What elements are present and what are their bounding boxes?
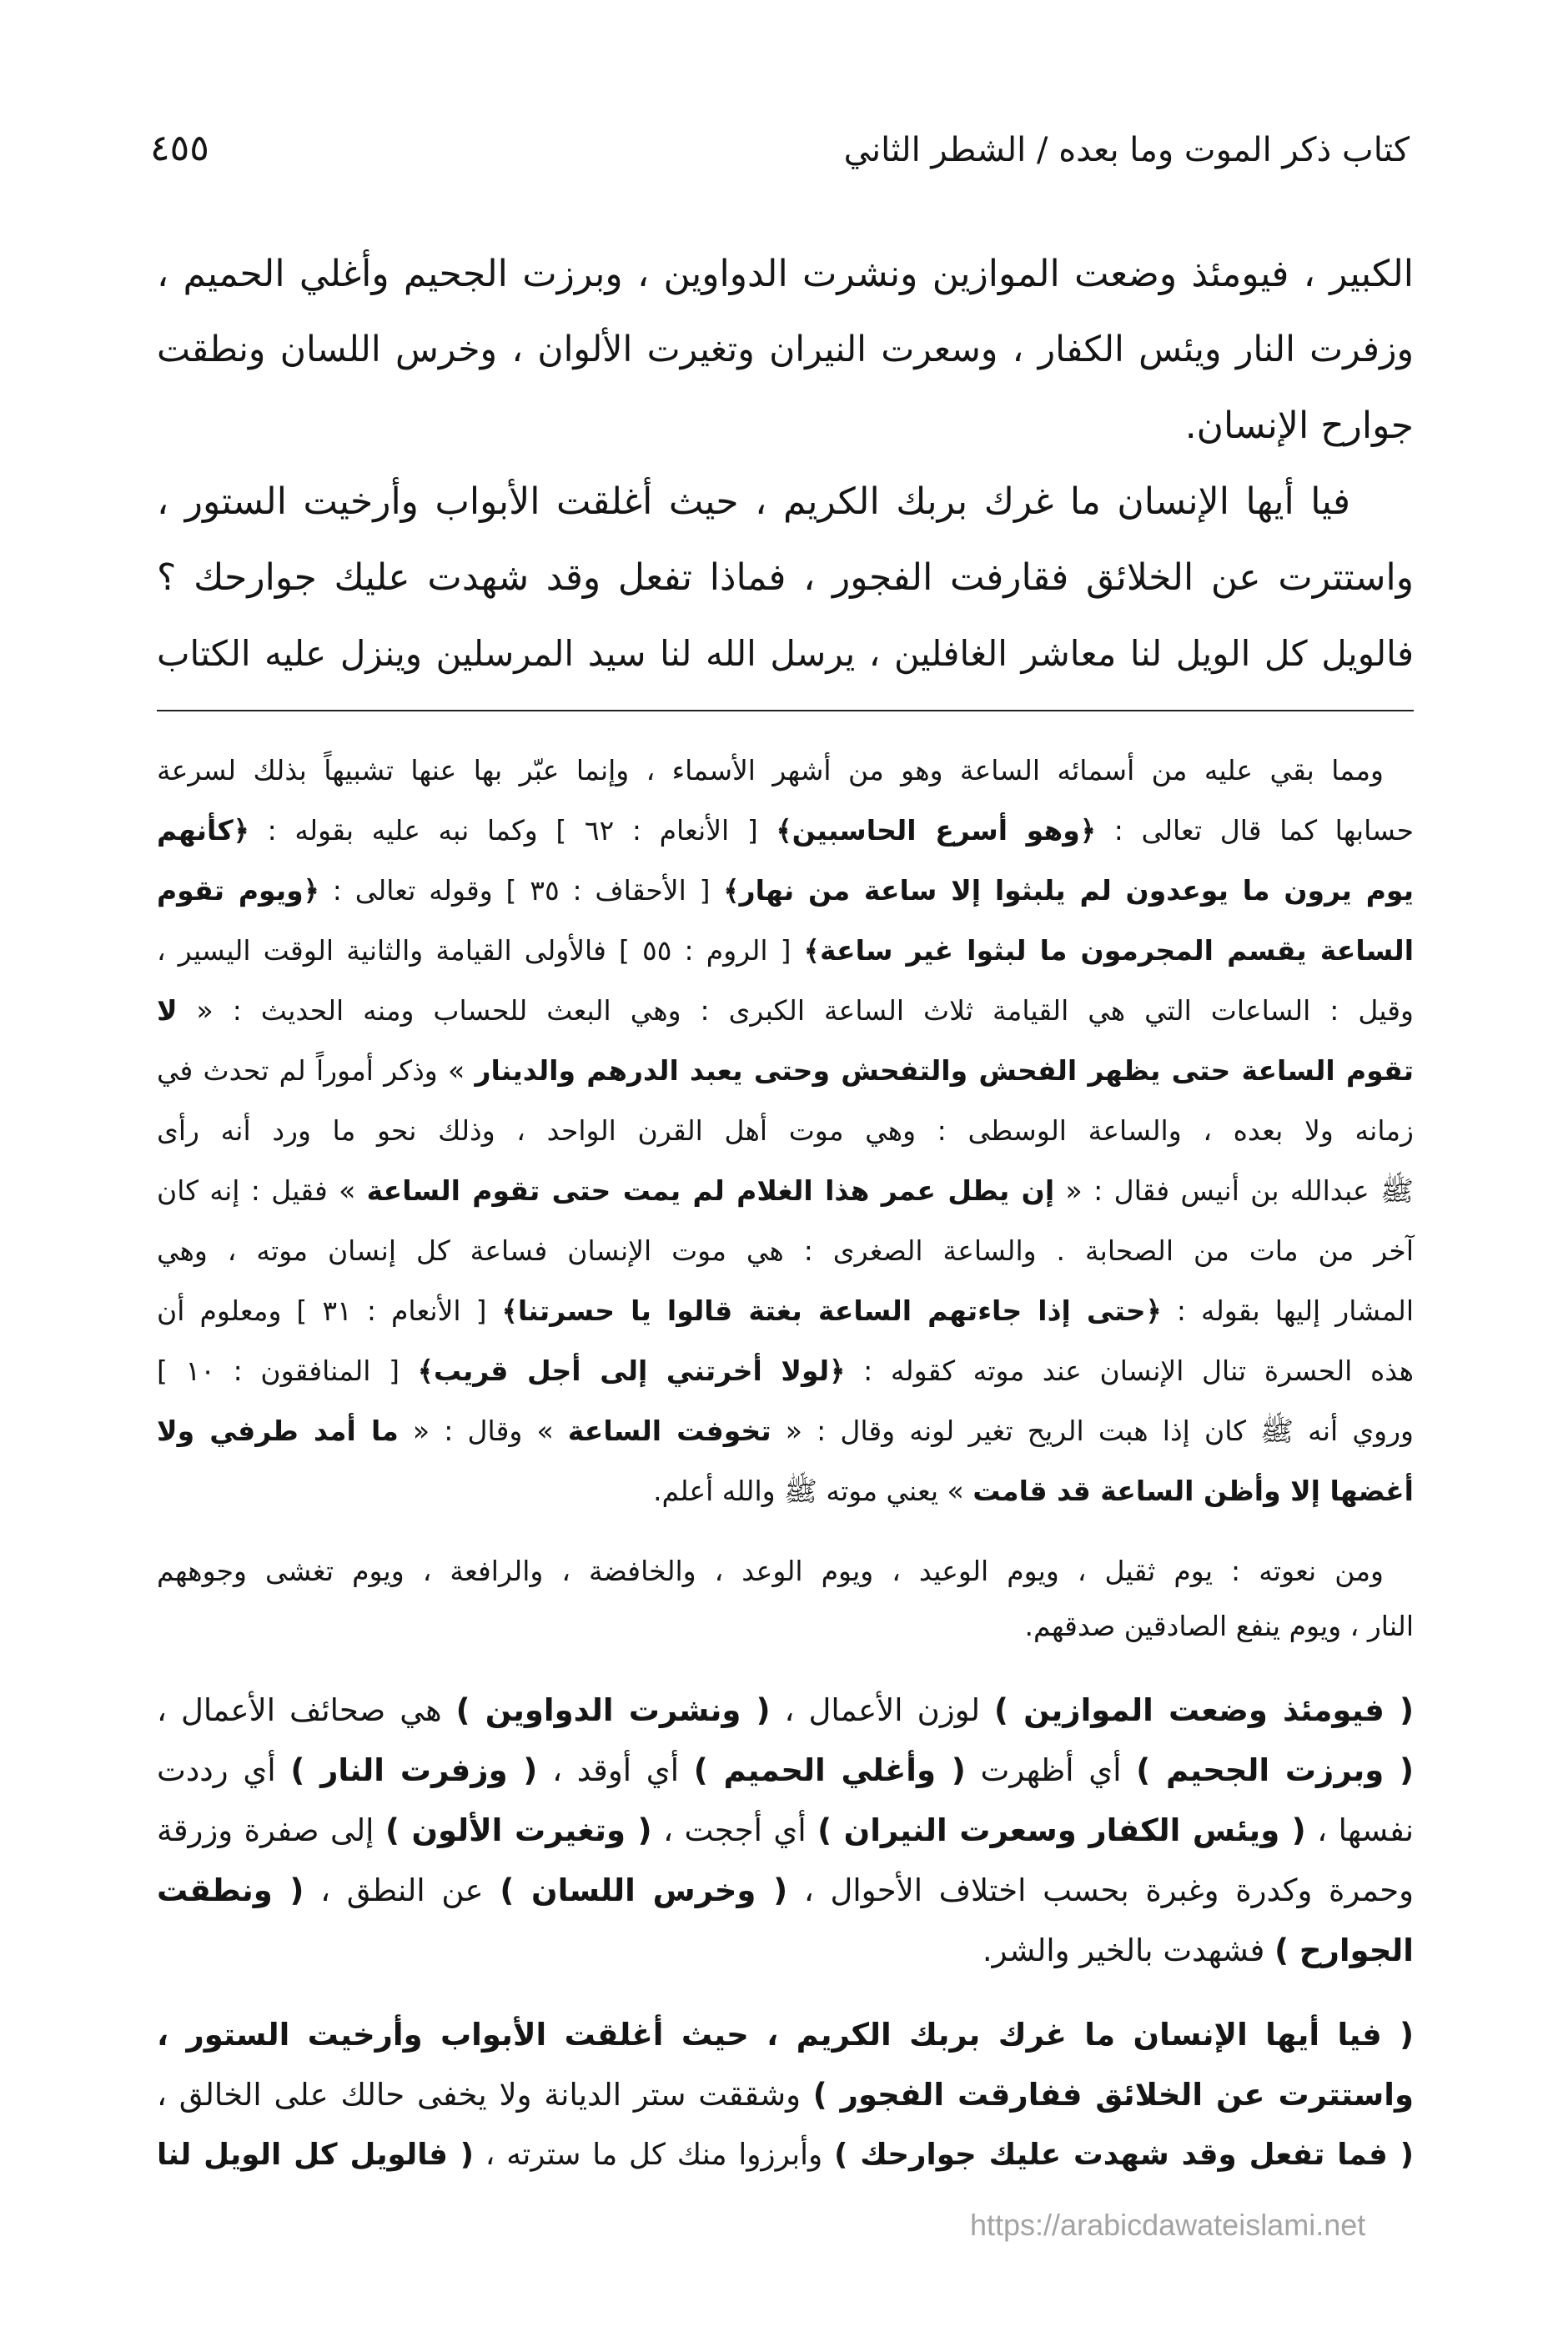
text-line	[157, 1599, 1414, 1654]
emphasized-text: ( فيومئذ وضعت الموازين )	[994, 1692, 1414, 1728]
text-segment: وروي أنه ﷺ كان إذا هبت الريح تغير لونه وقال : «	[771, 1415, 1414, 1447]
text-line	[157, 312, 1414, 388]
text-segment: أي رددت	[157, 1752, 291, 1788]
text-line	[157, 1801, 1414, 1861]
text-segment: فيا أيها الإنسان ما غرك بربك الكريم ، حيث أغلقت الأبواب وأرخيت الستور ،	[157, 480, 1350, 523]
text-line	[157, 981, 1414, 1041]
emphasized-text: ( وأغلي الحميم )	[693, 1752, 966, 1788]
text-line	[157, 616, 1414, 691]
text-segment: النار ، ويوم ينفع الصادقين صدقهم.	[1024, 1610, 1414, 1642]
text-segment: جوارح الإنسان.	[1184, 405, 1414, 447]
emphasized-text: أغضها إلا وأظن الساعة قد قامت	[972, 1475, 1414, 1507]
text-segment: الكبير ، فيومئذ وضعت الموازين ونشرت الدواوين ، وبرزت الجحيم وأغلي الحميم ،	[157, 253, 1414, 295]
emphasized-text: ( ونشرت الدواوين )	[455, 1692, 771, 1728]
footnote-paragraph	[157, 741, 1414, 1521]
text-segment: أي أوقد ،	[537, 1752, 694, 1788]
text-line	[157, 1681, 1414, 1741]
text-line	[157, 1221, 1414, 1281]
emphasized-text: ﴿لولا أخرتني إلى أجل قريب﴾	[417, 1354, 846, 1387]
main-text-paragraph	[157, 464, 1414, 691]
emphasized-text: الساعة يقسم المجرمون ما لبثوا غير ساعة﴾	[803, 934, 1415, 967]
running-title: كتاب ذكر الموت وما بعده / الشطر الثاني	[843, 131, 1410, 169]
text-segment: آخر من مات من الصحابة . والساعة الصغرى : هي موت الإنسان فساعة كل إنسان موته ، وهي	[157, 1234, 1414, 1267]
text-segment: وأبرزوا منك كل ما سترته ،	[474, 2138, 835, 2172]
text-segment: لوزن الأعمال ،	[770, 1692, 995, 1728]
text-segment: عن النطق ،	[304, 1872, 500, 1908]
text-segment: » يعني موته ﷺ والله أعلم.	[653, 1475, 973, 1507]
text-segment: فشهدت بالخير والشر.	[982, 1932, 1275, 1968]
emphasized-text: ( ونطقت	[157, 1872, 304, 1908]
emphasized-text: ﴿وهو أسرع الحاسبين﴾	[776, 814, 1097, 847]
running-header	[0, 0, 1568, 192]
emphasized-text: واستترت عن الخلائق ففارقت الفجور )	[812, 2077, 1414, 2113]
text-segment: أي أظهرت	[965, 1752, 1137, 1788]
text-segment: المشار إليها بقوله :	[1161, 1294, 1414, 1327]
text-segment: هي صحائف الأعمال ،	[157, 1692, 456, 1728]
text-line	[157, 1161, 1414, 1221]
emphasized-text: ( فيا أيها الإنسان ما غرك بربك الكريم ، حيث أغلقت الأبواب وأرخيت الستور ،	[157, 2017, 1414, 2053]
text-line	[157, 540, 1414, 616]
emphasized-text: ( فما تفعل وقد شهدت عليك جوارحك )	[834, 2138, 1414, 2172]
text-line	[157, 1341, 1414, 1401]
text-line	[157, 1861, 1414, 1921]
emphasized-text: ( فالويل كل الويل لنا	[157, 2138, 475, 2172]
text-segment: [ الروم : ٥٥ ] فالأولى القيامة والثانية الوقت اليسير ،	[157, 934, 804, 967]
text-segment: وحمرة وكدرة وغبرة بحسب اختلاف الأحوال ،	[787, 1872, 1414, 1908]
watermark-url: https://arabicdawateislami.net	[970, 2208, 1366, 2242]
text-segment: نفسها ،	[1305, 1812, 1414, 1848]
text-segment: [ الأحقاف : ٣٥ ] وقوله تعالى :	[319, 874, 724, 907]
text-line	[157, 2125, 1414, 2185]
text-segment: وشققت ستر الديانة ولا يخفى حالك على الخالق ،	[157, 2077, 813, 2113]
emphasized-text: ما أمد طرفي ولا	[157, 1415, 399, 1447]
text-line	[157, 1401, 1414, 1461]
text-line	[157, 2065, 1414, 2125]
text-line	[157, 1461, 1414, 1521]
text-segment: إلى صفرة وزرقة	[157, 1812, 385, 1848]
text-line	[157, 1544, 1414, 1599]
text-line	[157, 1041, 1414, 1101]
main-text-paragraph	[157, 236, 1414, 464]
emphasized-text: ( ويئس الكفار وسعرت النيران )	[817, 1812, 1306, 1848]
text-line	[157, 1921, 1414, 1981]
emphasized-text: يوم يرون ما يوعدون لم يلبثوا إلا ساعة من نهار﴾	[723, 874, 1415, 907]
text-segment: زمانه ولا بعده ، والساعة الوسطى : وهي موت أهل القرن الواحد ، وذلك نحو ما ورد أنه رأى	[157, 1114, 1414, 1147]
text-segment: [ الأنعام : ٦٢ ] وكما نبه عليه بقوله :	[249, 814, 776, 847]
text-segment: » وذكر أموراً لم تحدث في	[157, 1054, 475, 1087]
text-segment: وزفرت النار ويئس الكفار ، وسعرت النيران وتغيرت الألوان ، وخرس اللسان ونطقت	[157, 329, 1414, 370]
text-segment: حسابها كما قال تعالى :	[1096, 814, 1414, 847]
commentary-paragraph	[157, 2005, 1414, 2185]
text-segment: واستترت عن الخلائق فقارفت الفجور ، فماذا تفعل وقد شهدت عليك جوارحك ؟	[157, 556, 1414, 599]
text-segment: ﷺ عبدالله بن أنيس فقال : «	[1054, 1174, 1414, 1207]
emphasized-text: إن يطل عمر هذا الغلام لم يمت حتى تقوم الساعة	[366, 1174, 1055, 1207]
text-line	[157, 861, 1414, 921]
emphasized-text: ( وبرزت الجحيم )	[1136, 1752, 1415, 1788]
page-number: ٤٥٥	[150, 127, 209, 169]
emphasized-text: ( وتغيرت الألون )	[384, 1812, 652, 1848]
text-segment: أي أججت ،	[651, 1812, 818, 1848]
text-segment: هذه الحسرة تنال الإنسان عند موته كقوله :	[845, 1354, 1414, 1387]
text-line	[157, 921, 1414, 981]
emphasized-text: ﴿كأنهم	[157, 814, 249, 847]
text-segment: فالويل كل الويل لنا معاشر الغافلين ، يرسل الله لنا سيد المرسلين وينزل عليه الكتاب	[157, 633, 1414, 674]
emphasized-text: ﴿ويوم تقوم	[157, 874, 319, 907]
footnote-separator	[157, 710, 1414, 711]
text-segment: » وقال : «	[398, 1415, 568, 1447]
emphasized-text: ( وزفرت النار )	[290, 1752, 538, 1788]
text-segment: [ المنافقون : ١٠ ]	[157, 1354, 418, 1387]
text-segment: ومما بقي عليه من أسمائه الساعة وهو من أشهر الأسماء ، وإنما عبّر بها عنها تشبيهاً بذلك لسرعة	[157, 754, 1384, 787]
text-line	[157, 1101, 1414, 1161]
text-line	[157, 2005, 1414, 2065]
text-segment: ومن نعوته : يوم ثقيل ، ويوم الوعيد ، ويوم الوعد ، والخافضة ، والرافعة ، ويوم تغشى وجوههم	[157, 1555, 1384, 1587]
emphasized-text: لا	[157, 994, 178, 1027]
text-segment: وقيل : الساعات التي هي القيامة ثلاث الساعة الكبرى : وهي البعث للحساب ومنه الحديث : «	[177, 994, 1414, 1027]
text-line	[157, 464, 1414, 540]
footnote-paragraph	[157, 1544, 1414, 1654]
emphasized-text: تخوفت الساعة	[567, 1415, 771, 1447]
text-line	[157, 741, 1414, 801]
text-segment: [ الأنعام : ٣١ ] ومعلوم أن	[157, 1294, 502, 1327]
emphasized-text: ( وخرس اللسان )	[500, 1872, 788, 1908]
text-segment: » فقيل : إنه كان	[157, 1174, 367, 1207]
text-line	[157, 801, 1414, 861]
text-line	[157, 388, 1414, 464]
emphasized-text: الجوارح )	[1274, 1932, 1414, 1968]
text-line	[157, 236, 1414, 312]
text-line	[157, 1741, 1414, 1801]
commentary-paragraph	[157, 1681, 1414, 1981]
emphasized-text: تقوم الساعة حتى يظهر الفحش والتفحش وحتى يعبد الدرهم والدينار	[475, 1054, 1414, 1087]
emphasized-text: ﴿حتى إذا جاءتهم الساعة بغتة قالوا يا حسرتنا﴾	[501, 1294, 1162, 1327]
text-line	[157, 1281, 1414, 1341]
